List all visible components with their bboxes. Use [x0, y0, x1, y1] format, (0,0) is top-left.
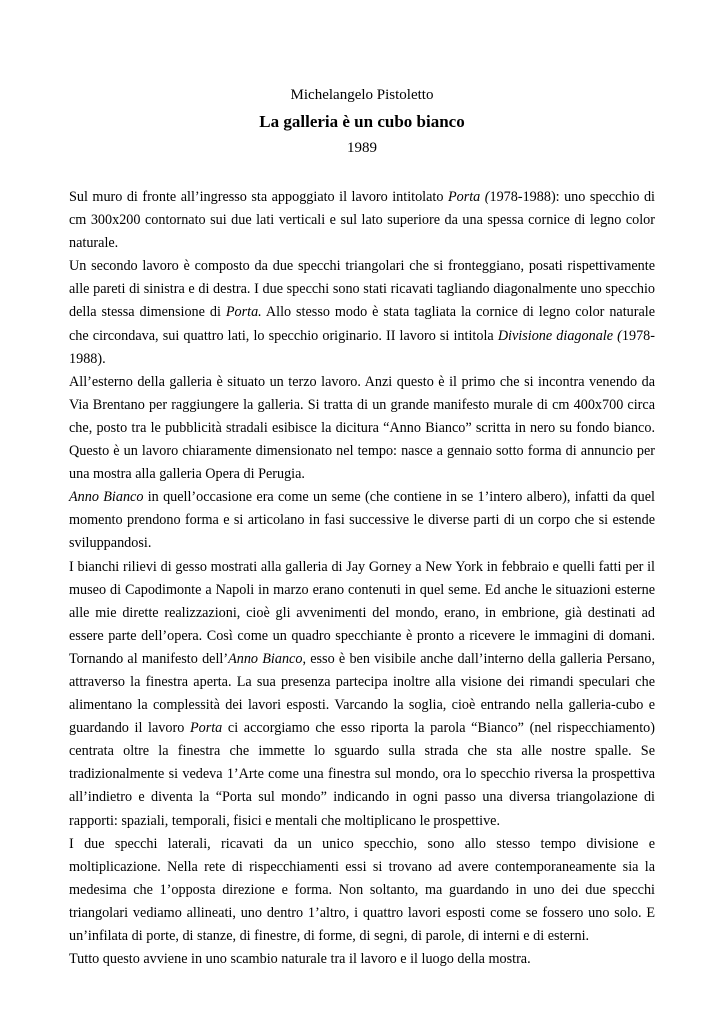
body-paragraph	[69, 255, 655, 370]
text-run: I bianchi rilievi di gesso mostrati alla galleria di Jay Gorney a New York in febbraio e quelli fatti per il museo di Capodimonte a Napoli in marzo erano contenuti in quel seme. Ed anche le situazioni esterne alle mie dirette realizzazioni, cioè gli avvenimenti del mondo, erano, in embrione, già destinati ad essere parte dell’opera. Così come un quadro specchiante è pronto a ricevere le immagini di domani. Tornando al manifesto dell’	[69, 558, 655, 667]
author-name: Michelangelo Pistoletto	[290, 87, 434, 103]
text-run: Allo stesso modo è stata tagliata la cornice di legno color naturale che circondava, sui quattro lati, lo specchio originario. II lavoro si intitola	[69, 304, 656, 344]
document-body	[69, 186, 655, 971]
text-run-italic: Porta (	[447, 189, 490, 205]
text-run: in quell’occasione era come un seme (che contiene in se 1’intero albero), infatti da quel momento prendono forma e si articolano in fasi successive le diverse parti di un corpo che si estende sviluppandosi.	[69, 489, 655, 552]
text-run: Un secondo lavoro è composto da due specchi triangolari che si fronteggiano, posati rispettivamente alle pareti di sinistra e di destra. I due specchi sono stati ricavati tagliando diagonalmente uno specchio della stessa dimensione di	[69, 258, 655, 321]
text-run: ci accorgiamo che esso riporta la parola “Bianco” (nel rispecchiamento) centrata oltre la finestra che immette lo sguardo sulla strada che sta alle nostre spalle. Se tradizionalmente si vedeva 1’Arte come una finestra sul mondo, ora lo specchio riversa la prospettiva all’indietro e diventa la “Porta sul mondo” indicando in ogni passo una diversa triangolazione di rapporti: spaziali, temporali, fisici e mentali che moltiplicano le prospettive.	[69, 720, 655, 829]
text-run: All’esterno della galleria è situato un terzo lavoro. Anzi questo è il primo che si incontra venendo da Via Brentano per raggiungere la galleria. Si tratta di un grande manifesto murale di cm 400x700 circa che, posto tra le pubblicità stradali esibisce la dicitura “Anno Bianco” scritta in nero su fondo bianco. Questo è un lavoro chiaramente dimensionato nel tempo: nasce a gennaio sotto forma di annuncio per una mostra alla galleria Opera di Perugia.	[69, 373, 655, 483]
text-run-italic: Porta	[189, 720, 223, 737]
text-run-italic: Porta.	[225, 304, 262, 321]
text-run: I due specchi laterali, ricavati da un unico specchio, sono allo stesso tempo divisione e moltiplicazione. Nella rete di rispecchiamenti essi si trovano ad avere contemporaneamente sia la medesima che 1’opposta direzione e forma. Non soltanto, ma guardando in uno dei due specchi triangolari vediamo allineati, uno dentro 1’altro, i quattro lavori esposti come se fossero uno solo. E un’infilata di porte, di stanze, di finestre, di forme, di segni, di parole, di interni e di esterni.	[69, 835, 655, 944]
document-title: La galleria è un cubo bianco	[259, 112, 465, 131]
document-year: 1989	[347, 140, 377, 156]
body-paragraph	[69, 186, 655, 255]
body-paragraph	[69, 371, 655, 486]
text-run: 1978-1988): uno specchio di cm 300x200 contornato sui due lati verticali e sul lato superiore da una spessa cornice di legno color naturale.	[69, 189, 656, 252]
body-paragraph	[69, 556, 655, 833]
text-run: 1978-1988).	[69, 327, 655, 367]
text-run: , esso è ben visibile anche dall’interno della galleria Persano, attraverso la finestra aperta. La sua presenza partecipa inoltre alla visione dei rimandi speculari che alimentano la complessità dei lavori esposti. Varcando la soglia, cioè entrando nella galleria-cubo e guardando il lavoro	[69, 650, 655, 737]
body-paragraph	[69, 486, 655, 555]
text-run-italic: Divisione diagonale (	[497, 327, 622, 344]
document-header	[0, 84, 724, 159]
text-run-italic: Anno Bianco	[228, 650, 303, 667]
body-paragraph	[69, 948, 655, 971]
text-run: Sul muro di fronte all’ingresso sta appoggiato il lavoro intitolato	[69, 189, 448, 205]
text-run: Tutto questo avviene in uno scambio naturale tra il lavoro e il luogo della mostra.	[69, 951, 531, 968]
body-paragraph	[69, 833, 655, 948]
text-run-italic: Anno Bianco	[69, 489, 144, 506]
